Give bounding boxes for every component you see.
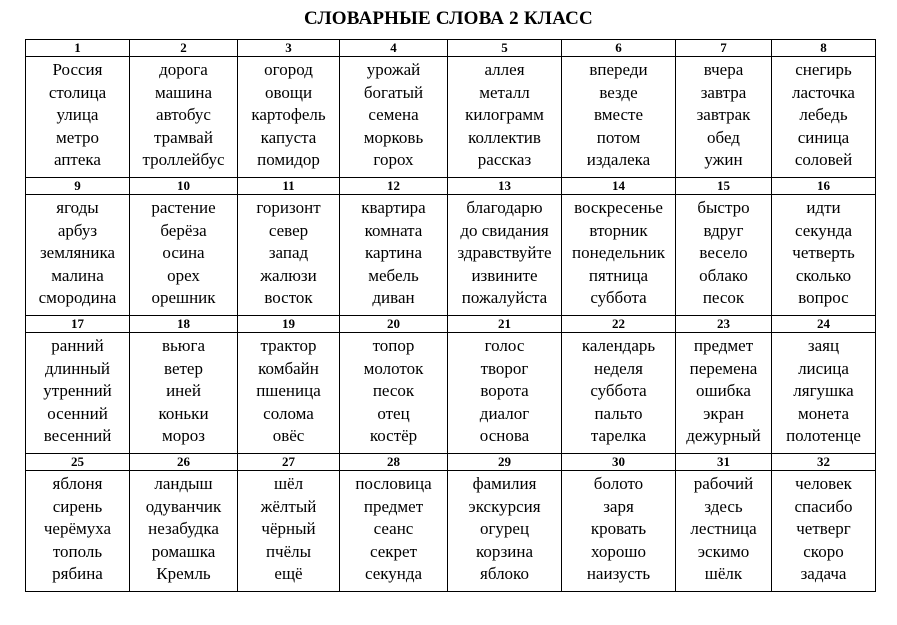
vocabulary-word: металл xyxy=(479,82,530,102)
vocabulary-word: коньки xyxy=(158,403,209,423)
vocabulary-word: издалека xyxy=(586,150,651,170)
group-number: 30 xyxy=(562,454,676,471)
vocabulary-word: ягоды xyxy=(56,198,99,217)
vocabulary-word: вопрос xyxy=(798,288,849,308)
vocabulary-word: семена xyxy=(368,105,419,125)
vocabulary-word: понедельник xyxy=(572,243,665,263)
vocabulary-word: картофель xyxy=(251,105,326,125)
vocabulary-word: тарелка xyxy=(590,426,647,446)
vocabulary-word: вдруг xyxy=(703,220,744,240)
vocabulary-word: орех xyxy=(167,265,200,285)
vocabulary-word: утренний xyxy=(43,381,112,401)
vocabulary-word: суббота xyxy=(590,288,647,308)
vocabulary-word: чёрный xyxy=(261,519,316,539)
vocabulary-word: снегирь xyxy=(795,60,852,79)
vocabulary-word: сколько xyxy=(795,265,852,285)
word-list xyxy=(562,333,676,454)
vocabulary-word: костёр xyxy=(369,426,418,446)
vocabulary-word: осина xyxy=(162,243,205,263)
page-title: СЛОВАРНЫЕ СЛОВА 2 КЛАСС xyxy=(304,8,593,29)
group-number: 28 xyxy=(340,454,448,471)
vocabulary-word: задача xyxy=(800,564,847,584)
vocabulary-word: скоро xyxy=(803,541,844,561)
group-number: 17 xyxy=(26,316,130,333)
vocabulary-word: дежурный xyxy=(686,426,761,446)
vocabulary-word: отец xyxy=(377,403,410,423)
vocabulary-word: секунда xyxy=(364,564,423,584)
vocabulary-word: берёза xyxy=(160,220,207,240)
vocabulary-word: трактор xyxy=(260,336,317,355)
vocabulary-word: неделя xyxy=(594,358,643,378)
word-list xyxy=(562,471,676,592)
vocabulary-word: орешник xyxy=(151,288,216,308)
word-list xyxy=(340,57,448,178)
group-number: 20 xyxy=(340,316,448,333)
vocabulary-word: жёлтый xyxy=(260,496,317,516)
vocabulary-word: троллейбус xyxy=(142,150,225,170)
vocabulary-word: здравствуйте xyxy=(457,243,552,263)
vocabulary-word: наизусть xyxy=(586,564,651,584)
group-number: 1 xyxy=(26,40,130,57)
vocabulary-word: мебель xyxy=(368,265,419,285)
word-list xyxy=(26,471,130,592)
vocabulary-word: столица xyxy=(48,82,107,102)
vocabulary-word: мороз xyxy=(162,426,205,446)
group-number: 22 xyxy=(562,316,676,333)
vocabulary-word: горизонт xyxy=(256,198,321,217)
group-number: 21 xyxy=(448,316,562,333)
vocabulary-word: предмет xyxy=(693,336,754,355)
vocabulary-word: заря xyxy=(603,496,634,516)
group-number: 2 xyxy=(130,40,238,57)
vocabulary-word: экскурсия xyxy=(468,496,541,516)
vocabulary-word: Кремль xyxy=(156,564,211,584)
vocabulary-word: четверг xyxy=(796,519,851,539)
group-words-row xyxy=(26,333,876,454)
vocabulary-word: лисица xyxy=(798,358,849,378)
vocabulary-word: голос xyxy=(484,336,525,355)
vocabulary-word: ужин xyxy=(704,150,743,170)
word-list xyxy=(676,333,772,454)
vocabulary-word: пожалуйста xyxy=(461,288,548,308)
vocabulary-word: ранний xyxy=(51,336,104,355)
vocabulary-word: запад xyxy=(268,243,309,263)
vocabulary-word: перемена xyxy=(689,358,758,378)
word-list xyxy=(676,195,772,316)
group-number-row xyxy=(26,316,876,333)
vocabulary-word: здесь xyxy=(704,496,743,516)
vocabulary-word: жалюзи xyxy=(260,265,317,285)
vocabulary-word: до свидания xyxy=(460,220,549,240)
vocabulary-word: помидор xyxy=(257,150,320,170)
vocabulary-word: богатый xyxy=(363,82,424,102)
group-number: 16 xyxy=(772,178,876,195)
vocabulary-word: заяц xyxy=(807,336,840,355)
vocabulary-word: арбуз xyxy=(57,220,98,240)
word-list xyxy=(772,471,876,592)
vocabulary-word: вместе xyxy=(594,105,643,125)
group-words-row xyxy=(26,57,876,178)
vocabulary-word: извините xyxy=(471,265,538,285)
word-list xyxy=(238,57,340,178)
vocabulary-word: рабочий xyxy=(693,474,754,493)
word-list xyxy=(340,195,448,316)
word-list xyxy=(238,471,340,592)
group-words-row xyxy=(26,195,876,316)
word-list xyxy=(26,57,130,178)
group-number: 9 xyxy=(26,178,130,195)
group-number: 7 xyxy=(676,40,772,57)
vocabulary-word: иней xyxy=(166,381,201,401)
vocabulary-word: капуста xyxy=(260,127,317,147)
word-list xyxy=(448,471,562,592)
group-number: 24 xyxy=(772,316,876,333)
group-number: 13 xyxy=(448,178,562,195)
vocabulary-word: квартира xyxy=(361,198,426,217)
vocabulary-word: ромашка xyxy=(151,541,216,561)
vocabulary-word: ещё xyxy=(274,564,303,584)
group-words-row xyxy=(26,471,876,592)
word-list xyxy=(130,57,238,178)
group-number: 11 xyxy=(238,178,340,195)
vocabulary-word: диван xyxy=(372,288,415,308)
word-list xyxy=(562,195,676,316)
group-number: 12 xyxy=(340,178,448,195)
vocabulary-word: спасибо xyxy=(794,496,853,516)
vocabulary-word: овёс xyxy=(272,426,305,446)
group-number: 19 xyxy=(238,316,340,333)
word-list xyxy=(676,57,772,178)
vocabulary-word: кровать xyxy=(590,519,647,539)
word-list xyxy=(448,57,562,178)
vocabulary-word: вчера xyxy=(703,60,744,79)
vocabulary-word: восток xyxy=(264,288,313,308)
vocabulary-word: урожай xyxy=(366,60,421,79)
word-list xyxy=(562,57,676,178)
vocabulary-word: незабудка xyxy=(148,519,219,539)
word-list xyxy=(130,333,238,454)
vocabulary-word: ласточка xyxy=(792,82,855,102)
word-list xyxy=(448,195,562,316)
group-number: 23 xyxy=(676,316,772,333)
vocabulary-word: рябина xyxy=(52,564,103,584)
vocabulary-word: завтрак xyxy=(696,105,751,125)
vocabulary-word: эскимо xyxy=(697,541,750,561)
vocabulary-word: яблоко xyxy=(480,564,529,584)
vocabulary-word: картина xyxy=(365,243,422,263)
vocabulary-word: человек xyxy=(795,474,852,493)
vocabulary-word: смородина xyxy=(38,288,117,308)
word-list xyxy=(130,195,238,316)
vocabulary-word: ветер xyxy=(164,358,203,378)
vocabulary-word: аллея xyxy=(484,60,525,79)
group-number: 25 xyxy=(26,454,130,471)
group-number: 27 xyxy=(238,454,340,471)
group-number-row xyxy=(26,40,876,57)
word-list xyxy=(676,471,772,592)
vocabulary-word: сеанс xyxy=(373,519,414,539)
vocabulary-word: коллектив xyxy=(468,127,541,147)
word-list xyxy=(772,333,876,454)
vocabulary-word: сирень xyxy=(52,496,103,516)
word-list xyxy=(340,471,448,592)
vocabulary-word: синица xyxy=(797,127,850,147)
vocabulary-word: огород xyxy=(264,60,313,79)
word-list xyxy=(238,195,340,316)
vocabulary-word: трамвай xyxy=(154,127,213,147)
group-number: 3 xyxy=(238,40,340,57)
vocabulary-word: овощи xyxy=(264,82,313,102)
vocabulary-word: песок xyxy=(372,381,415,401)
vocabulary-word: длинный xyxy=(45,358,110,378)
vocabulary-word: ошибка xyxy=(696,381,751,401)
vocabulary-word: одуванчик xyxy=(145,496,222,516)
vocabulary-word: секрет xyxy=(369,541,418,561)
vocabulary-word: шёл xyxy=(273,474,304,493)
group-number: 14 xyxy=(562,178,676,195)
vocabulary-word: улица xyxy=(56,105,99,125)
vocabulary-word: идти xyxy=(806,198,841,217)
vocabulary-word: автобус xyxy=(156,105,211,125)
word-list xyxy=(772,195,876,316)
word-list xyxy=(448,333,562,454)
group-number: 18 xyxy=(130,316,238,333)
vocabulary-word: пословица xyxy=(355,474,432,493)
vocabulary-word: пчёлы xyxy=(265,541,312,561)
group-number: 26 xyxy=(130,454,238,471)
vocabulary-word: секунда xyxy=(794,220,853,240)
vocabulary-word: Россия xyxy=(52,60,103,79)
vocabulary-word: весенний xyxy=(43,426,112,446)
vocabulary-word: творог xyxy=(480,358,529,378)
group-number: 10 xyxy=(130,178,238,195)
vocabulary-word: килограмм xyxy=(465,105,544,125)
vocabulary-word: весело xyxy=(699,243,748,263)
vocabulary-word: обед xyxy=(707,127,740,147)
vocabulary-word: растение xyxy=(151,198,216,217)
vocabulary-word: соловей xyxy=(794,150,853,170)
vocabulary-word: огурец xyxy=(479,519,530,539)
vocabulary-word: впереди xyxy=(589,60,648,79)
vocabulary-word: машина xyxy=(154,82,213,102)
vocabulary-word: рассказ xyxy=(477,150,532,170)
vocabulary-word: основа xyxy=(479,426,530,446)
vocabulary-word: топор xyxy=(372,336,415,355)
vocabulary-word: ландыш xyxy=(154,474,213,493)
vocabulary-word: пшеница xyxy=(256,381,321,401)
vocabulary-word: облако xyxy=(699,265,748,285)
vocabulary-word: черёмуха xyxy=(43,519,112,539)
vocabulary-word: экран xyxy=(703,403,744,423)
group-number: 5 xyxy=(448,40,562,57)
vocabulary-word: монета xyxy=(797,403,850,423)
vocabulary-word: яблоня xyxy=(52,474,103,493)
vocabulary-word: север xyxy=(268,220,309,240)
vocabulary-word: комбайн xyxy=(258,358,319,378)
vocabulary-word: метро xyxy=(56,127,99,147)
vocabulary-word: полотенце xyxy=(786,426,861,446)
vocabulary-word: болото xyxy=(593,474,644,493)
vocabulary-word: благодарю xyxy=(466,198,543,217)
vocabulary-word: осенний xyxy=(47,403,108,423)
word-list xyxy=(772,57,876,178)
vocabulary-word: солома xyxy=(263,403,314,423)
group-number: 6 xyxy=(562,40,676,57)
group-number: 8 xyxy=(772,40,876,57)
vocabulary-word: тополь xyxy=(52,541,103,561)
vocabulary-word: лебедь xyxy=(799,105,848,125)
vocabulary-word: быстро xyxy=(697,198,750,217)
word-list xyxy=(26,195,130,316)
vocabulary-word: морковь xyxy=(363,127,424,147)
vocabulary-word: горох xyxy=(373,150,414,170)
vocabulary-word: земляника xyxy=(39,243,116,263)
word-list xyxy=(26,333,130,454)
vocabulary-word: календарь xyxy=(581,336,656,355)
vocabulary-table xyxy=(25,39,876,592)
vocabulary-word: вторник xyxy=(589,220,648,240)
vocabulary-word: предмет xyxy=(363,496,424,516)
group-number: 4 xyxy=(340,40,448,57)
vocabulary-word: вьюга xyxy=(162,336,205,355)
vocabulary-word: лягушка xyxy=(793,381,854,401)
vocabulary-word: шёлк xyxy=(704,564,743,584)
vocabulary-word: воскресенье xyxy=(574,198,663,217)
vocabulary-word: пятница xyxy=(588,265,649,285)
group-number: 29 xyxy=(448,454,562,471)
vocabulary-word: лестница xyxy=(690,519,757,539)
vocabulary-word: песок xyxy=(702,288,745,308)
group-number: 15 xyxy=(676,178,772,195)
vocabulary-word: четверть xyxy=(792,243,855,263)
group-number-row xyxy=(26,454,876,471)
vocabulary-word: хорошо xyxy=(591,541,646,561)
vocabulary-word: суббота xyxy=(590,381,647,401)
vocabulary-word: малина xyxy=(51,265,104,285)
group-number-row xyxy=(26,178,876,195)
vocabulary-word: корзина xyxy=(475,541,534,561)
vocabulary-word: завтра xyxy=(700,82,747,102)
vocabulary-word: молоток xyxy=(363,358,424,378)
vocabulary-word: дорога xyxy=(159,60,208,79)
vocabulary-word: аптека xyxy=(54,150,101,170)
vocabulary-word: потом xyxy=(596,127,641,147)
vocabulary-word: пальто xyxy=(594,403,643,423)
word-list xyxy=(238,333,340,454)
vocabulary-word: фамилия xyxy=(472,474,537,493)
group-number: 32 xyxy=(772,454,876,471)
word-list xyxy=(130,471,238,592)
vocabulary-word: везде xyxy=(599,82,638,102)
group-number: 31 xyxy=(676,454,772,471)
vocabulary-word: комната xyxy=(364,220,423,240)
word-list xyxy=(340,333,448,454)
vocabulary-word: диалог xyxy=(479,403,530,423)
vocabulary-word: ворота xyxy=(480,381,529,401)
